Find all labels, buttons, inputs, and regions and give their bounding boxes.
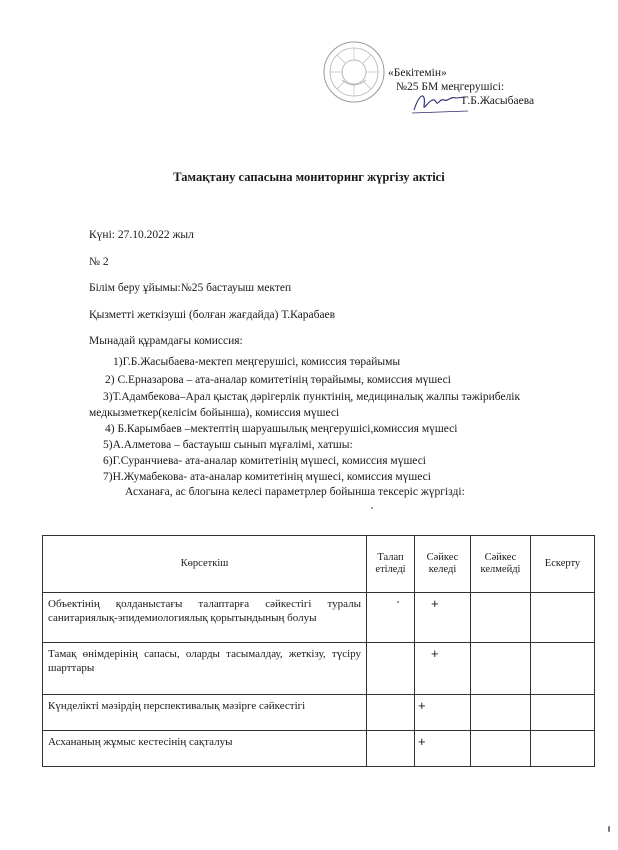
commission-member: медкызметкер(келісім бойынша), комиссия мүшесі	[89, 407, 340, 419]
commission-member: 4) Б.Карымбаев –мектептің шаруашылық меңгерушісі,комиссия мүшесі	[105, 423, 458, 435]
meets-cell: +	[415, 593, 471, 643]
approval-heading: «Бекітемін»	[388, 67, 447, 79]
commission-member: 2) С.Ерназарова – ата-аналар комитетінің төрайымы, комиссия мүшесі	[105, 374, 451, 386]
commission-member: 6)Г.Суранчиева- ата-аналар комитетінің мүшесі, комиссия мүшесі	[103, 455, 426, 467]
header-indicator: Көрсеткіш	[43, 536, 367, 593]
table-row	[43, 643, 595, 695]
commission-intro: Мынадай құрамдағы комиссия:	[89, 335, 243, 347]
signature-icon	[410, 88, 470, 116]
check-intro: Асханаға, ас блогына келесі параметрлер бойынша тексеріс жүргізді:	[125, 486, 465, 498]
header-not-meets: Сәйкес келмейді	[471, 536, 531, 593]
table-row	[43, 695, 595, 731]
meets-cell: +	[415, 695, 471, 731]
act-number: № 2	[89, 256, 109, 268]
not-meets-cell	[471, 695, 531, 731]
not-meets-cell	[471, 593, 531, 643]
note-cell	[531, 695, 595, 731]
commission-member: 1)Г.Б.Жасыбаева-мектеп меңгерушісі, комиссия төрайымы	[113, 356, 401, 368]
required-cell	[367, 593, 415, 643]
scan-speck	[397, 601, 399, 603]
scan-speck	[608, 826, 610, 832]
not-meets-cell	[471, 731, 531, 767]
criterion-cell: Күнделікті мәзірдің перспективалық мәзірге сәйкестігі	[43, 695, 367, 731]
criterion-cell: Асхананың жұмыс кестесінің сақталуы	[43, 731, 367, 767]
not-meets-cell	[471, 643, 531, 695]
approval-signatory: Г.Б.Жасыбаева	[462, 95, 535, 107]
note-cell	[531, 593, 595, 643]
note-cell	[531, 643, 595, 695]
required-cell	[367, 643, 415, 695]
criterion-cell: Объектінің қолданыстағы талаптарға сәйкестігі туралы санитариялық-эпидемиологиялық қорытындының болуы	[43, 593, 367, 643]
approval-position: №25 БМ меңгерушісі:	[396, 81, 505, 93]
criterion-cell: Тамақ өнімдерінің сапасы, оларды тасымалдау, жеткізу, түсіру шарттары	[43, 643, 367, 695]
scan-speck	[371, 507, 373, 509]
header-note: Ескерту	[531, 536, 595, 593]
meets-cell: +	[415, 731, 471, 767]
table-header-row	[43, 536, 595, 593]
commission-member: 5)А.Алметова – бастауыш сынып мұғалімі, хатшы:	[103, 439, 353, 451]
table-row	[43, 593, 595, 643]
monitoring-table	[42, 535, 595, 767]
table-row	[43, 731, 595, 767]
document-title: Тамақтану сапасына мониторинг жүргізу актісі	[173, 170, 445, 184]
supplier-field: Қызметті жеткізуші (болған жағдайда) Т.Карабаев	[89, 309, 336, 321]
date-field: Күні: 27.10.2022 жыл	[89, 229, 194, 241]
organization-field: Білім беру ұйымы:№25 бастауыш мектеп	[89, 282, 292, 294]
meets-cell: +	[415, 643, 471, 695]
commission-member: 7)Н.Жумабекова- ата-аналар комитетінің мүшесі, комиссия мүшесі	[103, 471, 431, 483]
required-cell	[367, 731, 415, 767]
header-meets: Сәйкес келеді	[415, 536, 471, 593]
header-required: Талап етіледі	[367, 536, 415, 593]
required-cell	[367, 695, 415, 731]
commission-member: 3)Т.Адамбекова–Арал қыстақ дәрігерлік пунктінің, медициналық жалпы тәжірибелік	[103, 391, 521, 403]
note-cell	[531, 731, 595, 767]
